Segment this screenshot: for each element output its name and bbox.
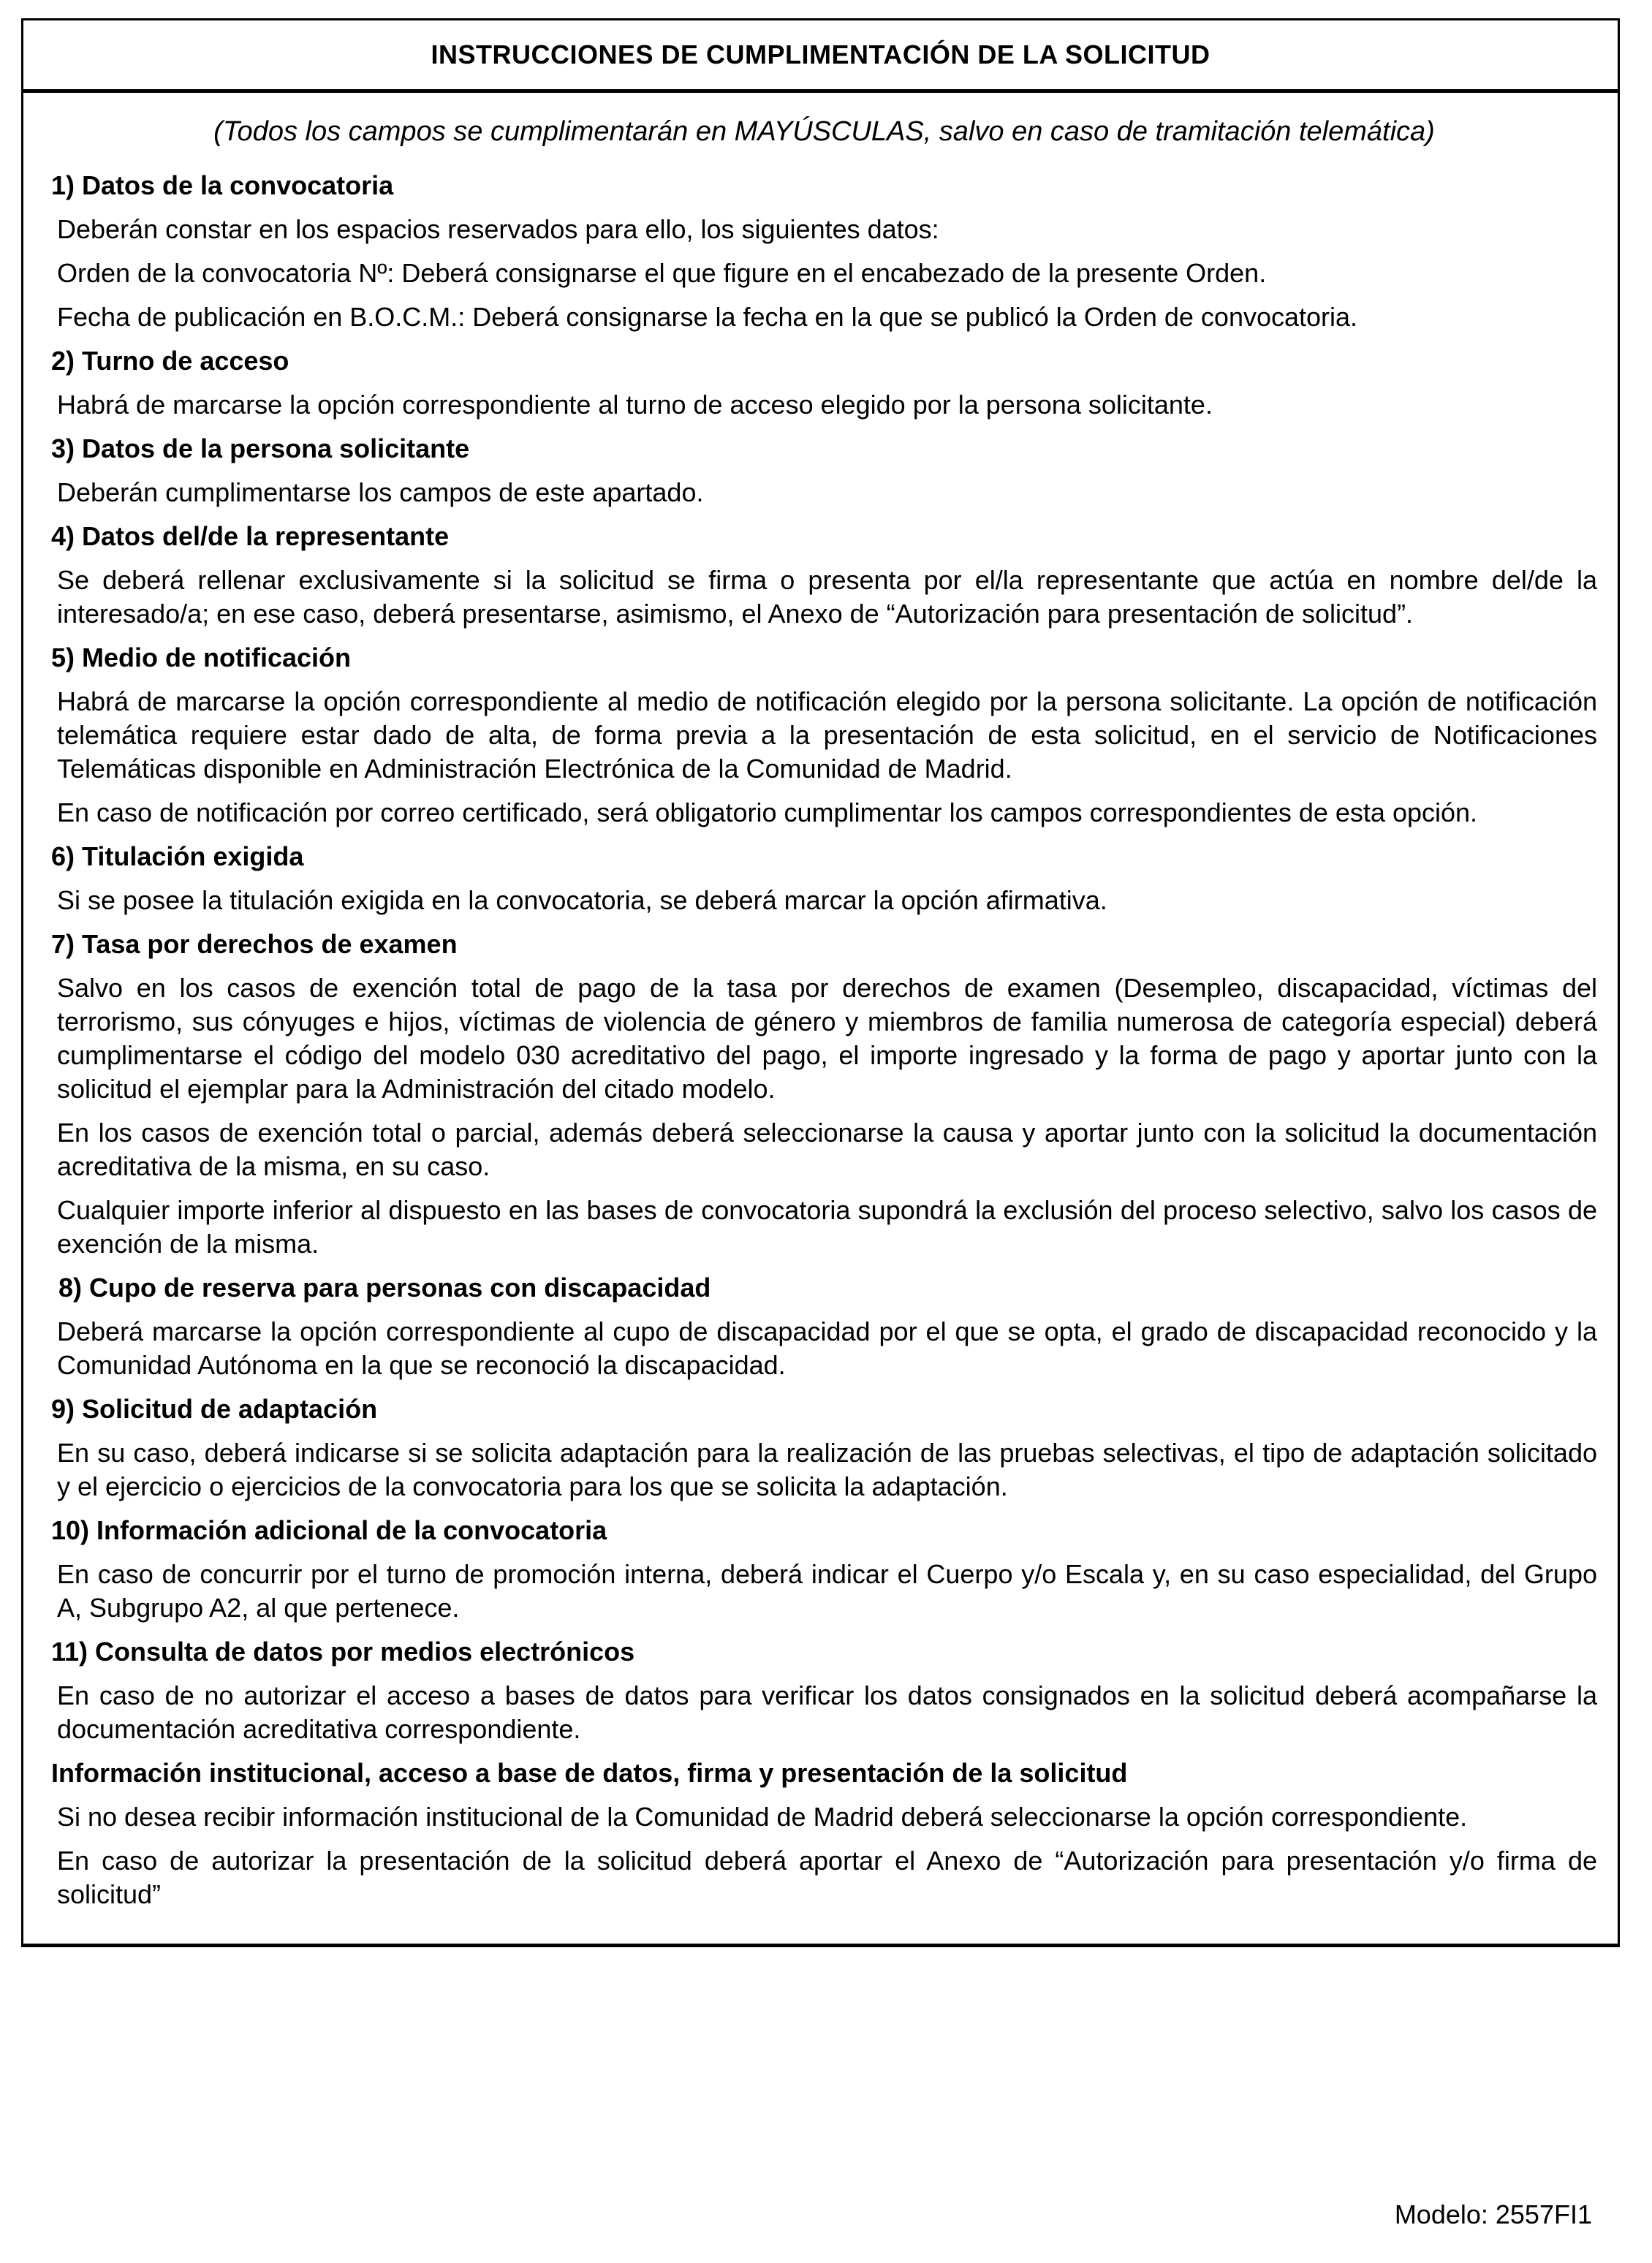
- paragraph: Habrá de marcarse la opción correspondiente al medio de notificación elegido por la persona solicitante. La opción de notificación telemática requiere estar dado de alta, de forma previa a la presentación de esta solicitud, en el servicio de Notificaciones Telemáticas disponible en Administración Electrónica de la Comunidad de Madrid.: [57, 686, 1597, 784]
- paragraph: Habrá de marcarse la opción correspondiente al turno de acceso elegido por la persona solicitante.: [57, 390, 1213, 420]
- heading-medio-notificacion: 5) Medio de notificación: [51, 642, 352, 672]
- paragraph: Cualquier importe inferior al dispuesto en las bases de convocatoria supondrá la exclusión del proceso selectivo, salvo los casos de exención de la misma.: [57, 1195, 1597, 1259]
- heading-tasa-derechos-examen: 7) Tasa por derechos de examen: [51, 929, 458, 959]
- paragraph: Deberá marcarse la opción correspondiente al cupo de discapacidad por el que se opta, el grado de discapacidad reconocido y la Comunidad Autónoma en la que se reconoció la discapacidad.: [57, 1316, 1597, 1380]
- paragraph: En caso de autorizar la presentación de la solicitud deberá aportar el Anexo de “Autorización para presentación y/o firma de solicitud”: [57, 1846, 1597, 1909]
- heading-consulta-datos-electronicos: 11) Consulta de datos por medios electrónicos: [51, 1637, 635, 1667]
- paragraph: Se deberá rellenar exclusivamente si la solicitud se firma o presenta por el/la representante que actúa en nombre del/de la interesado/a; en ese caso, deberá presentarse, asimismo, el Anexo de “Autorización para presentación de solicitud”.: [57, 565, 1597, 629]
- title-bar: [23, 20, 1618, 93]
- instructions-body: [23, 93, 1618, 1944]
- paragraph: Deberán constar en los espacios reservados para ello, los siguientes datos:: [57, 214, 939, 244]
- page-title: INSTRUCCIONES DE CUMPLIMENTACIÓN DE LA SOLICITUD: [431, 39, 1210, 69]
- heading-informacion-adicional: 10) Información adicional de la convocatoria: [51, 1515, 607, 1545]
- uppercase-notice: (Todos los campos se cumplimentarán en MAYÚSCULAS, salvo en caso de tramitación telemática): [213, 116, 1435, 147]
- paragraph: En caso de notificación por correo certificado, será obligatorio cumplimentar los campos correspondientes de esta opción.: [57, 797, 1478, 827]
- heading-datos-persona-solicitante: 3) Datos de la persona solicitante: [51, 433, 470, 463]
- paragraph: Si no desea recibir información institucional de la Comunidad de Madrid deberá seleccionarse la opción correspondiente.: [57, 1802, 1468, 1832]
- heading-datos-representante: 4) Datos del/de la representante: [51, 521, 450, 551]
- paragraph: En su caso, deberá indicarse si se solicita adaptación para la realización de las pruebas selectivas, el tipo de adaptación solicitado y el ejercicio o ejercicios de la convocatoria para los que se solicita la adaptación.: [57, 1438, 1597, 1501]
- heading-datos-convocatoria: 1) Datos de la convocatoria: [51, 170, 394, 200]
- model-code: Modelo: 2557FI1: [1394, 2199, 1592, 2229]
- paragraph: Fecha de publicación en B.O.C.M.: Deberá consignarse la fecha en la que se publicó la Orden de convocatoria.: [57, 302, 1358, 332]
- heading-turno-acceso: 2) Turno de acceso: [51, 346, 289, 376]
- heading-titulacion-exigida: 6) Titulación exigida: [51, 841, 304, 871]
- paragraph: En caso de concurrir por el turno de promoción interna, deberá indicar el Cuerpo y/o Escala y, en su caso especialidad, del Grupo A, Subgrupo A2, al que pertenece.: [57, 1559, 1597, 1623]
- heading-solicitud-adaptacion: 9) Solicitud de adaptación: [51, 1394, 378, 1424]
- heading-cupo-reserva-discapacidad: 8) Cupo de reserva para personas con discapacidad: [51, 1273, 711, 1303]
- paragraph: Salvo en los casos de exención total de pago de la tasa por derechos de examen (Desempleo, discapacidad, víctimas del terrorismo, sus cónyuges e hijos, víctimas de violencia de género y miembros de familia numerosa de categoría especial) deberá cumplimentarse el código del modelo 030 acreditativo del pago, el importe ingresado y la forma de pago y aportar junto con la solicitud el ejemplar para la Administración del citado modelo.: [57, 973, 1597, 1104]
- instructions-box: [21, 18, 1620, 1947]
- paragraph: Si se posee la titulación exigida en la convocatoria, se deberá marcar la opción afirmativa.: [57, 885, 1107, 915]
- paragraph: En los casos de exención total o parcial, además deberá seleccionarse la causa y aportar junto con la solicitud la documentación acreditativa de la misma, en su caso.: [57, 1118, 1597, 1181]
- paragraph: Deberán cumplimentarse los campos de este apartado.: [57, 477, 704, 507]
- paragraph: Orden de la convocatoria Nº: Deberá consignarse el que figure en el encabezado de la presente Orden.: [57, 258, 1267, 288]
- paragraph: En caso de no autorizar el acceso a bases de datos para verificar los datos consignados en la solicitud deberá acompañarse la documentación acreditativa correspondiente.: [57, 1680, 1597, 1744]
- heading-informacion-institucional: Información institucional, acceso a base de datos, firma y presentación de la solicitud: [51, 1758, 1128, 1788]
